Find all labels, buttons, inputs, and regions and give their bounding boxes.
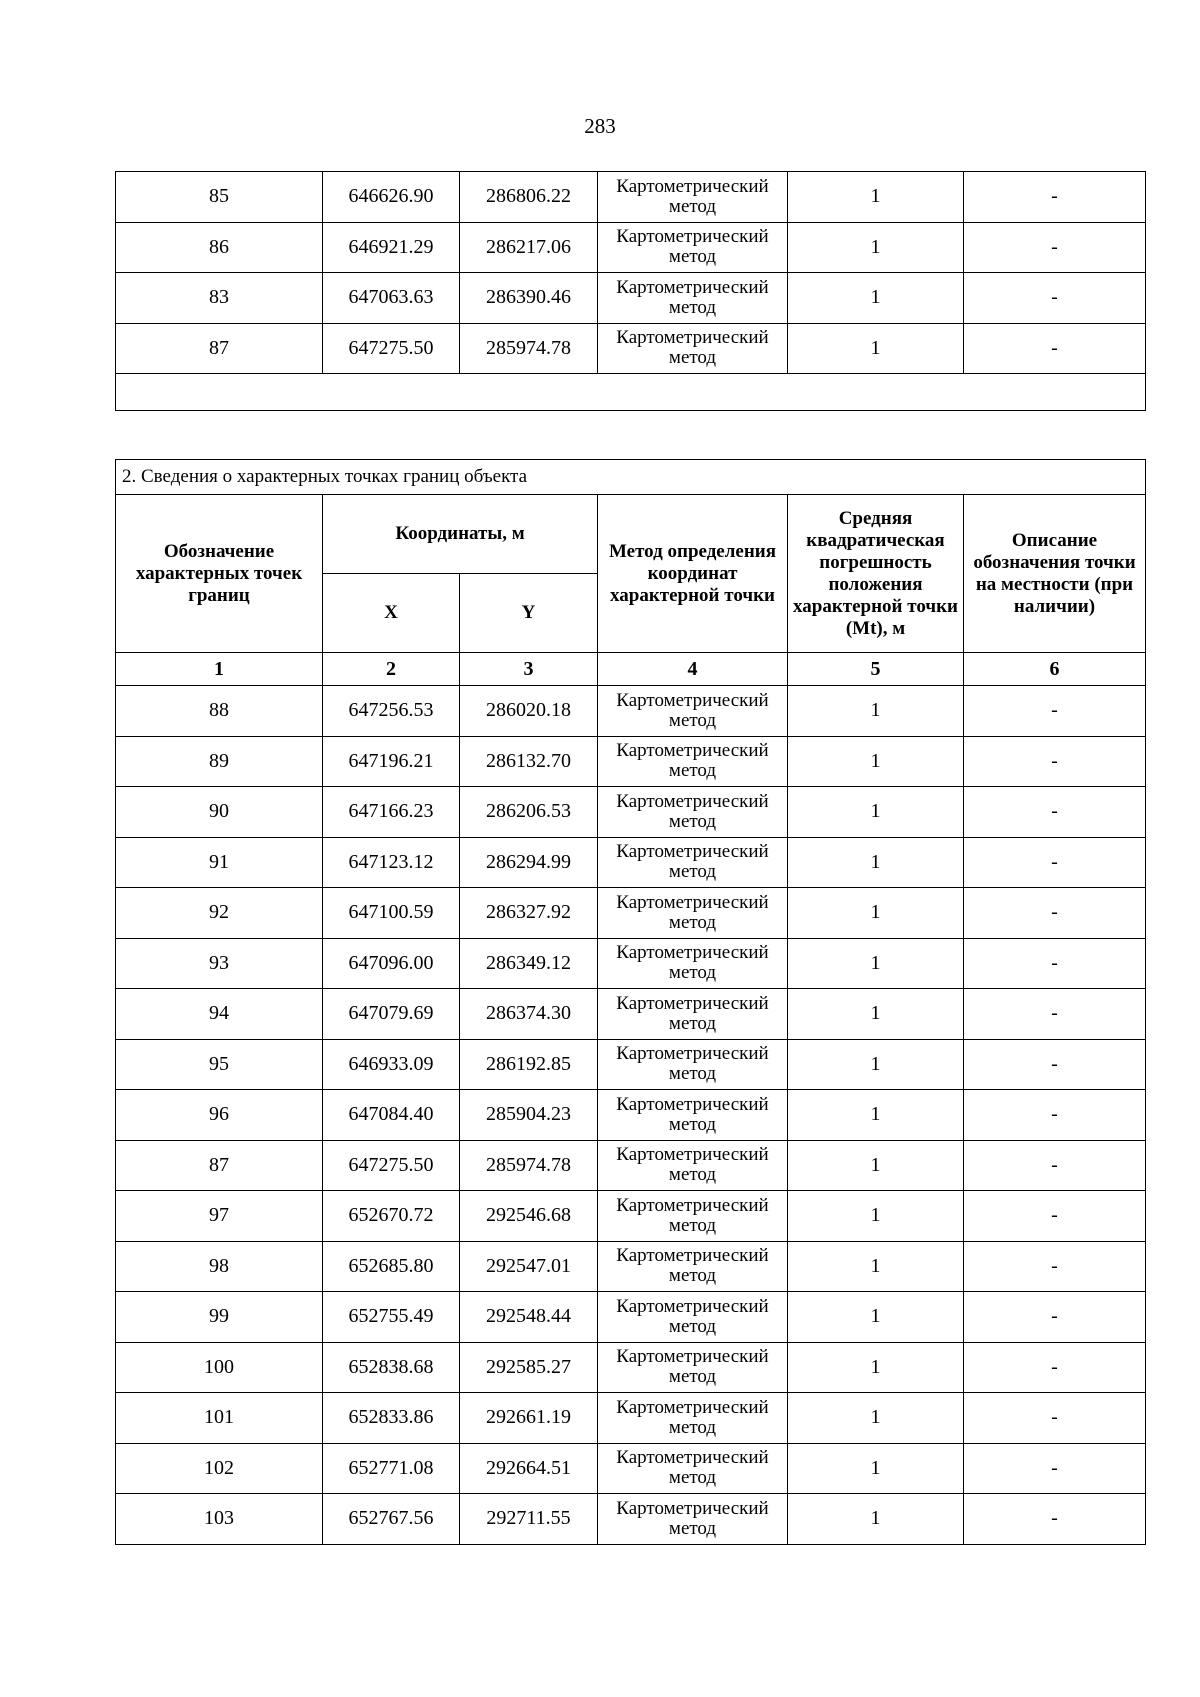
col-number-5: 5 bbox=[788, 653, 964, 686]
cell-y: 286294.99 bbox=[460, 837, 598, 888]
cell-method: Картометрический метод bbox=[598, 1090, 788, 1141]
cell-point: 99 bbox=[116, 1292, 323, 1343]
cell-method: Картометрический метод bbox=[598, 686, 788, 737]
table-row bbox=[116, 686, 1146, 737]
cell-method: Картометрический метод bbox=[598, 1292, 788, 1343]
cell-method: Картометрический метод bbox=[598, 787, 788, 838]
cell-y: 286206.53 bbox=[460, 787, 598, 838]
table-row bbox=[116, 1039, 1146, 1090]
cell-point: 85 bbox=[116, 172, 323, 223]
cell-x: 646933.09 bbox=[323, 1039, 460, 1090]
header-coords: Координаты, м bbox=[323, 495, 598, 574]
cell-desc: - bbox=[964, 323, 1146, 374]
table-row bbox=[116, 989, 1146, 1040]
cell-x: 652670.72 bbox=[323, 1191, 460, 1242]
cell-method: Картометрический метод bbox=[598, 1443, 788, 1494]
header-desc: Описание обозначения точки на местности (при наличии) bbox=[964, 495, 1146, 653]
page-number: 283 bbox=[584, 114, 616, 138]
header-x: X bbox=[323, 574, 460, 653]
table-row bbox=[116, 1393, 1146, 1444]
table-row bbox=[116, 1241, 1146, 1292]
cell-point: 83 bbox=[116, 273, 323, 324]
cell-point: 102 bbox=[116, 1443, 323, 1494]
cell-y: 286806.22 bbox=[460, 172, 598, 223]
cell-y: 292585.27 bbox=[460, 1342, 598, 1393]
cell-mt: 1 bbox=[788, 172, 964, 223]
table-row bbox=[116, 837, 1146, 888]
cell-y: 292664.51 bbox=[460, 1443, 598, 1494]
cell-method: Картометрический метод bbox=[598, 1241, 788, 1292]
cell-point: 93 bbox=[116, 938, 323, 989]
cell-x: 647275.50 bbox=[323, 1140, 460, 1191]
cell-mt: 1 bbox=[788, 837, 964, 888]
cell-mt: 1 bbox=[788, 1342, 964, 1393]
cell-point: 86 bbox=[116, 222, 323, 273]
cell-method: Картометрический метод bbox=[598, 222, 788, 273]
table-row bbox=[116, 938, 1146, 989]
cell-x: 652755.49 bbox=[323, 1292, 460, 1343]
table-row bbox=[116, 736, 1146, 787]
cell-y: 286217.06 bbox=[460, 222, 598, 273]
continuation-table-body bbox=[116, 172, 1146, 411]
table-row bbox=[116, 1342, 1146, 1393]
cell-mt: 1 bbox=[788, 323, 964, 374]
empty-cell bbox=[116, 374, 1146, 411]
col-number-1: 1 bbox=[116, 653, 323, 686]
header-point: Обозначение характерных точек границ bbox=[116, 495, 323, 653]
table-row bbox=[116, 1191, 1146, 1242]
cell-desc: - bbox=[964, 1191, 1146, 1242]
table-row bbox=[116, 273, 1146, 324]
cell-x: 647275.50 bbox=[323, 323, 460, 374]
cell-point: 95 bbox=[116, 1039, 323, 1090]
cell-mt: 1 bbox=[788, 938, 964, 989]
cell-mt: 1 bbox=[788, 1191, 964, 1242]
cell-desc: - bbox=[964, 938, 1146, 989]
table-row bbox=[116, 1090, 1146, 1141]
cell-mt: 1 bbox=[788, 222, 964, 273]
cell-point: 87 bbox=[116, 323, 323, 374]
boundary-points-body bbox=[116, 686, 1146, 1545]
table-row bbox=[116, 888, 1146, 939]
cell-point: 91 bbox=[116, 837, 323, 888]
table-row bbox=[116, 1292, 1146, 1343]
continuation-table bbox=[115, 171, 1146, 411]
col-number-2: 2 bbox=[323, 653, 460, 686]
table-row bbox=[116, 1140, 1146, 1191]
cell-y: 286374.30 bbox=[460, 989, 598, 1040]
cell-desc: - bbox=[964, 989, 1146, 1040]
cell-point: 88 bbox=[116, 686, 323, 737]
table-row bbox=[116, 787, 1146, 838]
cell-mt: 1 bbox=[788, 1241, 964, 1292]
cell-method: Картометрический метод bbox=[598, 323, 788, 374]
cell-y: 286390.46 bbox=[460, 273, 598, 324]
cell-x: 647256.53 bbox=[323, 686, 460, 737]
cell-y: 292547.01 bbox=[460, 1241, 598, 1292]
cell-desc: - bbox=[964, 787, 1146, 838]
cell-point: 87 bbox=[116, 1140, 323, 1191]
header-method: Метод определения координат характерной точки bbox=[598, 495, 788, 653]
col-number-6: 6 bbox=[964, 653, 1146, 686]
cell-method: Картометрический метод bbox=[598, 938, 788, 989]
cell-desc: - bbox=[964, 1342, 1146, 1393]
header-y: Y bbox=[460, 574, 598, 653]
cell-method: Картометрический метод bbox=[598, 273, 788, 324]
cell-method: Картометрический метод bbox=[598, 989, 788, 1040]
cell-point: 89 bbox=[116, 736, 323, 787]
cell-y: 286349.12 bbox=[460, 938, 598, 989]
cell-y: 286327.92 bbox=[460, 888, 598, 939]
cell-point: 96 bbox=[116, 1090, 323, 1141]
cell-desc: - bbox=[964, 1039, 1146, 1090]
cell-desc: - bbox=[964, 1241, 1146, 1292]
cell-point: 98 bbox=[116, 1241, 323, 1292]
cell-mt: 1 bbox=[788, 1494, 964, 1545]
cell-x: 647063.63 bbox=[323, 273, 460, 324]
cell-desc: - bbox=[964, 1090, 1146, 1141]
table-row bbox=[116, 172, 1146, 223]
table-row bbox=[116, 1494, 1146, 1545]
cell-mt: 1 bbox=[788, 1292, 964, 1343]
cell-point: 94 bbox=[116, 989, 323, 1040]
header-mt: Средняя квадратическая погрешность положения характерной точки (Mt), м bbox=[788, 495, 964, 653]
cell-desc: - bbox=[964, 1443, 1146, 1494]
cell-mt: 1 bbox=[788, 787, 964, 838]
cell-x: 652833.86 bbox=[323, 1393, 460, 1444]
cell-desc: - bbox=[964, 1393, 1146, 1444]
cell-y: 292548.44 bbox=[460, 1292, 598, 1343]
cell-x: 652767.56 bbox=[323, 1494, 460, 1545]
cell-desc: - bbox=[964, 1494, 1146, 1545]
cell-point: 97 bbox=[116, 1191, 323, 1242]
cell-y: 285904.23 bbox=[460, 1090, 598, 1141]
cell-x: 646921.29 bbox=[323, 222, 460, 273]
cell-mt: 1 bbox=[788, 1090, 964, 1141]
cell-point: 90 bbox=[116, 787, 323, 838]
cell-y: 292711.55 bbox=[460, 1494, 598, 1545]
boundary-points-table bbox=[115, 459, 1146, 1545]
cell-method: Картометрический метод bbox=[598, 736, 788, 787]
cell-y: 285974.78 bbox=[460, 323, 598, 374]
cell-x: 647123.12 bbox=[323, 837, 460, 888]
cell-x: 647100.59 bbox=[323, 888, 460, 939]
cell-x: 647084.40 bbox=[323, 1090, 460, 1141]
cell-desc: - bbox=[964, 273, 1146, 324]
cell-point: 100 bbox=[116, 1342, 323, 1393]
cell-desc: - bbox=[964, 837, 1146, 888]
cell-y: 286132.70 bbox=[460, 736, 598, 787]
cell-method: Картометрический метод bbox=[598, 1494, 788, 1545]
cell-point: 101 bbox=[116, 1393, 323, 1444]
cell-point: 92 bbox=[116, 888, 323, 939]
cell-desc: - bbox=[964, 686, 1146, 737]
cell-method: Картометрический метод bbox=[598, 1393, 788, 1444]
cell-method: Картометрический метод bbox=[598, 888, 788, 939]
cell-x: 652771.08 bbox=[323, 1443, 460, 1494]
cell-mt: 1 bbox=[788, 736, 964, 787]
cell-mt: 1 bbox=[788, 1140, 964, 1191]
section-title: 2. Сведения о характерных точках границ объекта bbox=[116, 460, 1146, 495]
cell-y: 286192.85 bbox=[460, 1039, 598, 1090]
table-row bbox=[116, 323, 1146, 374]
cell-desc: - bbox=[964, 1292, 1146, 1343]
cell-method: Картометрический метод bbox=[598, 1342, 788, 1393]
cell-x: 652685.80 bbox=[323, 1241, 460, 1292]
empty-row bbox=[116, 374, 1146, 411]
cell-method: Картометрический метод bbox=[598, 1039, 788, 1090]
cell-desc: - bbox=[964, 736, 1146, 787]
cell-x: 647196.21 bbox=[323, 736, 460, 787]
cell-method: Картометрический метод bbox=[598, 1140, 788, 1191]
cell-desc: - bbox=[964, 172, 1146, 223]
table-row bbox=[116, 1443, 1146, 1494]
cell-x: 647079.69 bbox=[323, 989, 460, 1040]
cell-point: 103 bbox=[116, 1494, 323, 1545]
cell-mt: 1 bbox=[788, 686, 964, 737]
cell-method: Картометрический метод bbox=[598, 837, 788, 888]
cell-desc: - bbox=[964, 888, 1146, 939]
cell-desc: - bbox=[964, 1140, 1146, 1191]
cell-desc: - bbox=[964, 222, 1146, 273]
cell-x: 647166.23 bbox=[323, 787, 460, 838]
cell-mt: 1 bbox=[788, 888, 964, 939]
cell-method: Картометрический метод bbox=[598, 172, 788, 223]
col-number-4: 4 bbox=[598, 653, 788, 686]
cell-mt: 1 bbox=[788, 273, 964, 324]
col-number-3: 3 bbox=[460, 653, 598, 686]
cell-y: 286020.18 bbox=[460, 686, 598, 737]
cell-mt: 1 bbox=[788, 1443, 964, 1494]
cell-y: 292546.68 bbox=[460, 1191, 598, 1242]
cell-method: Картометрический метод bbox=[598, 1191, 788, 1242]
table-row bbox=[116, 222, 1146, 273]
cell-x: 652838.68 bbox=[323, 1342, 460, 1393]
cell-mt: 1 bbox=[788, 989, 964, 1040]
cell-y: 292661.19 bbox=[460, 1393, 598, 1444]
cell-y: 285974.78 bbox=[460, 1140, 598, 1191]
cell-x: 647096.00 bbox=[323, 938, 460, 989]
cell-mt: 1 bbox=[788, 1393, 964, 1444]
cell-mt: 1 bbox=[788, 1039, 964, 1090]
cell-x: 646626.90 bbox=[323, 172, 460, 223]
